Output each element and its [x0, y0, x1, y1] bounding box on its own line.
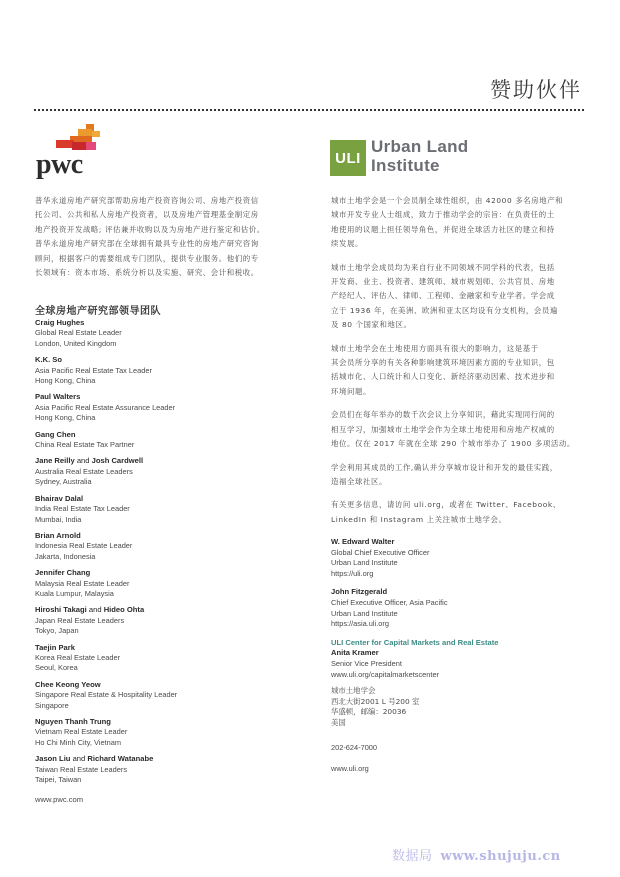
contact-entry: [331, 587, 591, 629]
uli-paragraph: [331, 261, 583, 333]
contact-name: Anita Kramer: [331, 648, 379, 658]
leader-detail: Tokyo, Japan: [35, 626, 79, 636]
uli-logo-name-line2: Institute: [371, 156, 440, 175]
pwc-description-paragraph: [35, 194, 287, 280]
text-line: 地产投资开发战略; 评估兼并收购以及为房地产进行鉴定和估价。: [35, 224, 265, 234]
leader-detail: Malaysia Real Estate Leader: [35, 578, 130, 588]
text-line: 产经纪人、评估人、律师、工程师、金融家和专业学者。学会成: [331, 291, 555, 301]
text-line: 其会员所分享的有关各种影响建筑环境因素方面的专业知识，包: [331, 358, 555, 368]
leader-entry: [35, 318, 275, 349]
leader-name: Brian Arnold: [35, 530, 81, 540]
leader-entry: [35, 643, 275, 674]
leader-detail: Taiwan Real Estate Leaders: [35, 764, 128, 774]
contact-link[interactable]: https://asia.uli.org: [331, 619, 389, 629]
address-line: 美国: [331, 717, 346, 727]
contact-detail: Senior Vice President: [331, 658, 402, 668]
leader-entry: [35, 355, 275, 386]
name-connector: and: [76, 456, 90, 466]
leader-detail: Sydney, Australia: [35, 477, 92, 487]
uli-logo: [330, 137, 480, 182]
address-line: 西北大街2001 L 号200 室: [331, 696, 420, 706]
text-line: 托公司、公共和私人房地产投资者，以及房地产管理基金制定房: [35, 210, 259, 220]
pwc-wordmark: pwc: [36, 149, 83, 180]
text-line: 普华永道房地产研究部在全球拥有最具专业性的房地产研究咨询: [35, 239, 259, 249]
contact-entry: [331, 638, 591, 680]
leader-name-second: Richard Watanabe: [87, 754, 154, 764]
leader-entry: [35, 754, 275, 785]
text-line: 括城市化、人口统计和人口变化、新经济驱动因素、技术进步和: [331, 372, 555, 382]
leader-name: [35, 456, 275, 466]
dotted-divider: [34, 109, 584, 111]
pwc-description: [35, 194, 287, 280]
leader-name: Paul Walters: [35, 392, 81, 402]
uli-website-link[interactable]: www.uli.org: [331, 764, 369, 773]
leader-name: Bhairav Dalal: [35, 493, 84, 503]
uli-address: [331, 686, 419, 728]
leader-name-first: Jason Liu: [35, 754, 71, 764]
contact-link[interactable]: www.uli.org/capitalmarketscenter: [331, 669, 440, 679]
leader-name: Nguyen Thanh Trung: [35, 717, 111, 726]
watermark-cn: 数据局: [392, 849, 433, 864]
uli-paragraph: [331, 461, 583, 490]
contact-detail: Chief Executive Officer, Asia Pacific: [331, 597, 448, 607]
leader-entry: [35, 430, 275, 451]
text-line: 学会利用其成员的工作,确认并分享城市设计和开发的最佳实践，: [331, 462, 558, 472]
leader-name: Jennifer Chang: [35, 568, 91, 578]
name-connector: and: [72, 754, 86, 764]
leader-detail: Asia Pacific Real Estate Tax Leader: [35, 365, 152, 375]
uli-logo-name: [371, 137, 468, 175]
leader-entry: [35, 494, 275, 525]
leader-entry: [35, 456, 275, 487]
leader-detail: Hong Kong, China: [35, 376, 96, 386]
uli-logo-name-line1: Urban Land: [371, 137, 469, 156]
leader-entry: [35, 680, 275, 711]
pwc-leaders-list: [35, 318, 275, 791]
text-line: 及 80 个国家和地区。: [331, 320, 412, 330]
text-line: 续发展。: [331, 239, 363, 249]
leader-name-first: Hiroshi Takagi: [35, 605, 87, 615]
site-watermark: [392, 845, 561, 864]
text-line: 立于 1936 年，在美洲、欧洲和亚太区均设有分支机构，会员遍: [331, 305, 558, 315]
leader-detail: Kuala Lumpur, Malaysia: [35, 588, 114, 598]
leader-detail: London, United Kingdom: [35, 338, 117, 348]
text-line: 长领域有：资本市场、系统分析以及实施、研究、会计和税收。: [35, 268, 259, 278]
uli-logo-box: ULI: [330, 140, 366, 176]
contact-detail: Urban Land Institute: [331, 608, 398, 618]
watermark-url: www.shujuju.cn: [440, 849, 561, 864]
leader-detail: Korea Real Estate Leader: [35, 652, 121, 662]
pwc-website-link[interactable]: www.pwc.com: [35, 795, 84, 804]
leader-entry: [35, 605, 275, 636]
text-line: 城市开发专业人士组成，致力于推动学会的宗旨：在负责任的土: [331, 210, 555, 220]
contact-detail: Urban Land Institute: [331, 558, 398, 568]
text-line: 有关更多信息，请访问 uli.org，或者在 Twitter、Facebook、: [331, 500, 561, 510]
leader-detail: Singapore: [35, 700, 69, 710]
leader-detail: Taipei, Taiwan: [35, 775, 82, 785]
contact-link[interactable]: https://uli.org: [331, 568, 374, 578]
leader-entry: [35, 392, 275, 423]
leadership-team-heading: 全球房地产研究部领导团队: [35, 306, 161, 317]
leader-name-first: Jane Reilly: [35, 456, 75, 466]
text-line: 相互学习，加强城市土地学会作为全球土地使用和房地产权威的: [331, 424, 555, 434]
leader-detail: Singapore Real Estate & Hospitality Leader: [35, 690, 178, 700]
uli-contacts: [331, 537, 591, 688]
leader-entry: [35, 568, 275, 599]
name-connector: and: [88, 605, 102, 615]
text-line: 城市土地学会是一个会员制全球性组织，由 42000 多名房地产和: [331, 196, 564, 205]
address-line: 华盛顿，邮编：20036: [331, 707, 407, 717]
contact-name: W. Edward Walter: [331, 537, 395, 546]
pwc-logo: [36, 124, 102, 182]
leader-detail: Global Real Estate Leader: [35, 328, 122, 338]
uli-phone: 202-624-7000: [331, 743, 378, 752]
text-line: 开发商、业主、投资者、建筑师、城市规划师、公共官员、房地: [331, 277, 555, 287]
leader-detail: Australia Real Estate Leaders: [35, 466, 133, 476]
text-line: 地位。仅在 2017 年就在全球 290 个城市举办了 1900 多项活动。: [331, 439, 575, 449]
uli-paragraph: [331, 194, 583, 252]
text-line: 城市土地学会在土地使用方面具有很大的影响力，这是基于: [331, 343, 539, 353]
text-line: 顾问，根据客户的需要组成专门团队，提供专业服务。他们的专: [35, 253, 259, 263]
contact-name: John Fitzgerald: [331, 587, 388, 597]
center-name: ULI Center for Capital Markets and Real Estate: [331, 637, 499, 647]
uli-paragraph: [331, 342, 583, 400]
leader-detail: Hong Kong, China: [35, 413, 96, 423]
leader-entry: [35, 531, 275, 562]
text-line: 普华永道房地产研究部帮助房地产投资咨询公司、房地产投资信: [35, 196, 259, 205]
leader-name: [35, 754, 275, 764]
leader-name-second: Hideo Ohta: [103, 605, 145, 615]
text-line: 会员们在每年举办的数千次会议上分享知识，藉此实现同行间的: [331, 410, 555, 420]
leader-detail: Mumbai, India: [35, 514, 82, 524]
text-line: 城市土地学会成员均为来自行业不同领域不同学科的代表，包括: [331, 262, 555, 272]
leader-detail: Seoul, Korea: [35, 663, 78, 673]
leader-detail: Vietnam Real Estate Leader: [35, 727, 128, 737]
leader-name: Chee Keong Yeow: [35, 679, 101, 689]
leader-name: Taejin Park: [35, 642, 75, 652]
page-title: 赞助伙伴: [490, 78, 582, 102]
leader-detail: China Real Estate Tax Partner: [35, 440, 135, 450]
leader-name: [35, 605, 275, 615]
leader-detail: India Real Estate Tax Leader: [35, 504, 130, 514]
uli-paragraph: [331, 408, 583, 451]
leader-detail: Asia Pacific Real Estate Assurance Leader: [35, 402, 176, 412]
text-line: 地使用的议题上担任领导角色，并促进全球活力社区的建立和持: [331, 224, 555, 234]
leader-name: Craig Hughes: [35, 318, 85, 327]
contact-detail: Global Chief Executive Officer: [331, 547, 430, 557]
leader-name: Gang Chen: [35, 429, 76, 439]
leader-detail: Jakarta, Indonesia: [35, 551, 96, 561]
leader-detail: Indonesia Real Estate Leader: [35, 541, 133, 551]
leader-name: K.K. So: [35, 355, 63, 365]
leader-entry: [35, 717, 275, 748]
uli-paragraph: [331, 498, 583, 527]
text-line: 环境问题。: [331, 386, 371, 396]
text-line: LinkedIn 和 Instagram 上关注城市土地学会。: [331, 514, 507, 524]
leader-detail: Japan Real Estate Leaders: [35, 615, 125, 625]
uli-description: [331, 194, 583, 536]
text-line: 造福全球社区。: [331, 476, 387, 486]
leader-name-second: Josh Cardwell: [91, 456, 144, 466]
contact-entry: [331, 537, 591, 579]
leader-detail: Ho Chi Minh City, Vietnam: [35, 737, 121, 747]
address-line: 城市土地学会: [331, 686, 376, 695]
